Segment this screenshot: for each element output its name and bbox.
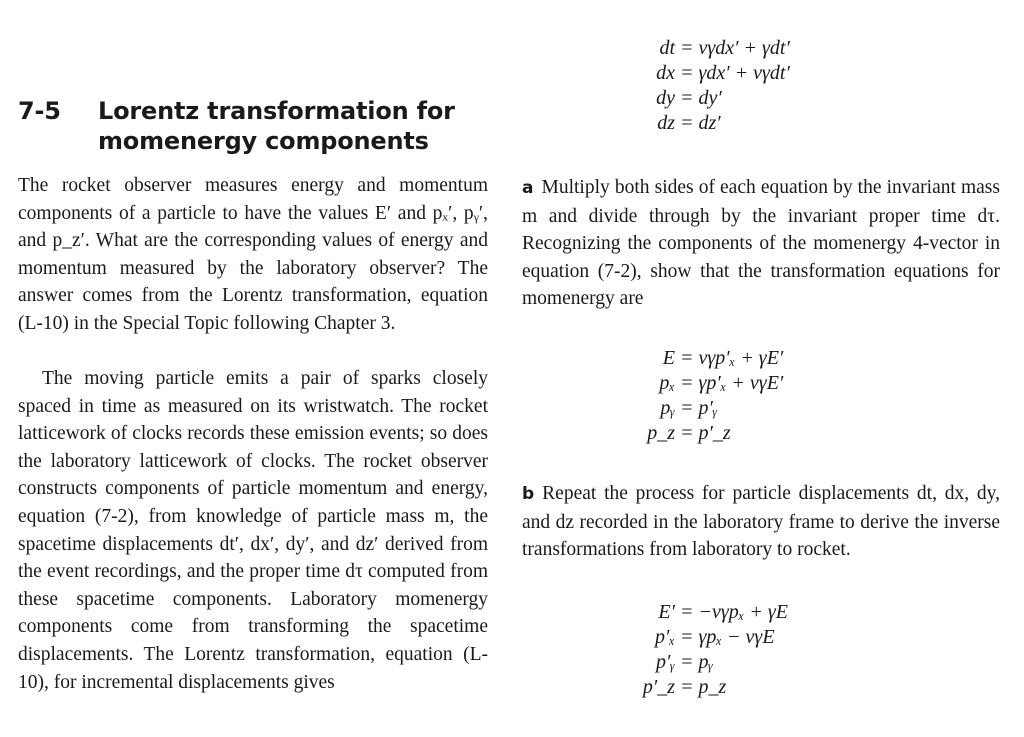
- equation-rhs: = γpₓ − vγE: [680, 626, 775, 648]
- equation-rhs: = γdx′ + vγdt′: [680, 62, 790, 84]
- equation-rhs: = p_z: [680, 676, 727, 698]
- equation-lhs: dy: [656, 87, 675, 109]
- equations-forward: [615, 346, 783, 446]
- section-heading: [18, 96, 488, 156]
- equation-row: [615, 600, 788, 625]
- equation-row: [615, 346, 783, 371]
- equation-lhs: p′ᵧ: [656, 651, 675, 673]
- equation-lhs: pᵧ: [660, 397, 675, 419]
- equation-row: [615, 86, 790, 111]
- equation-row: [615, 36, 790, 61]
- equation-rhs: = dy′: [680, 87, 722, 109]
- equation-rhs: = vγp′ₓ + γE′: [680, 347, 784, 369]
- paragraph-sparks: The moving particle emits a pair of sparks closely spaced in time as measured on its wristwatch. The rocket latticework of clocks records these emission events; so does the laboratory latticework of clocks. The rocket observer constructs components of particle momentum and energy, equation (7-2), from knowledge of particle mass m, the spacetime displacements dt′, dx′, dy′, and dz′ derived from the event recordings, and the proper time dτ computed from these spacetime components. Laboratory momenergy components come from transforming the spacetime displacements. The Lorentz transformation, equation (L-10), for incremental displacements gives: [18, 368, 488, 693]
- equation-row: [615, 675, 788, 700]
- equation-lhs: p′ₓ: [654, 626, 675, 648]
- part-a-text: Multiply both sides of each equation by the invariant mass m and divide through by the invariant proper time dτ. Recognizing the components of the momenergy 4-vector in equation (7-2), show that the transformation equations for momenergy are: [522, 177, 1000, 310]
- equation-row: [615, 625, 788, 650]
- equation-rhs: = p′ᵧ: [680, 397, 718, 419]
- equation-rhs: = pᵧ: [680, 651, 714, 673]
- paragraph-intro: The rocket observer measures energy and momentum components of a particle to have the values E′ and pₓ′, pᵧ′, and p_z′. What are the corresponding values of energy and momentum measured by the laboratory observer? The answer comes from the Lorentz transformation, equation (L-10) in the Special Topic following Chapter 3.: [18, 175, 488, 334]
- equation-row: [615, 396, 783, 421]
- equation-lhs: p′_z: [642, 676, 675, 698]
- part-b-text: Repeat the process for particle displacements dt, dx, dy, and dz recorded in the laboratory frame to derive the inverse transformations from laboratory to rocket.: [522, 483, 1000, 561]
- part-letter: b: [522, 484, 535, 504]
- equation-lhs: E: [662, 347, 675, 369]
- equation-rhs: = vγdx′ + γdt′: [680, 37, 790, 59]
- exercise-part-b: [522, 480, 1000, 564]
- section-title-line1: Lorentz transformation for: [98, 97, 455, 125]
- equation-lhs: p_z: [647, 422, 675, 444]
- equation-row: [615, 421, 783, 446]
- section-title-line2: momenergy components: [98, 127, 429, 155]
- equation-row: [615, 111, 790, 136]
- equation-rhs: = γp′ₓ + vγE′: [680, 372, 784, 394]
- equation-rhs: = p′_z: [680, 422, 731, 444]
- equation-row: [615, 61, 790, 86]
- part-letter: a: [522, 178, 534, 198]
- equation-lhs: dx: [656, 62, 675, 84]
- equation-row: [615, 371, 783, 396]
- equation-rhs: = −vγpₓ + γE: [680, 601, 789, 623]
- equations-inverse: [615, 600, 788, 700]
- equations-top: [615, 36, 790, 136]
- equation-row: [615, 650, 788, 675]
- equation-lhs: pₓ: [659, 372, 675, 394]
- equation-lhs: dz: [657, 112, 675, 134]
- equation-lhs: dt: [659, 37, 675, 59]
- exercise-part-a: [522, 174, 1000, 313]
- equation-rhs: = dz′: [680, 112, 721, 134]
- section-number: 7-5: [18, 97, 61, 125]
- equation-lhs: E′: [658, 601, 675, 623]
